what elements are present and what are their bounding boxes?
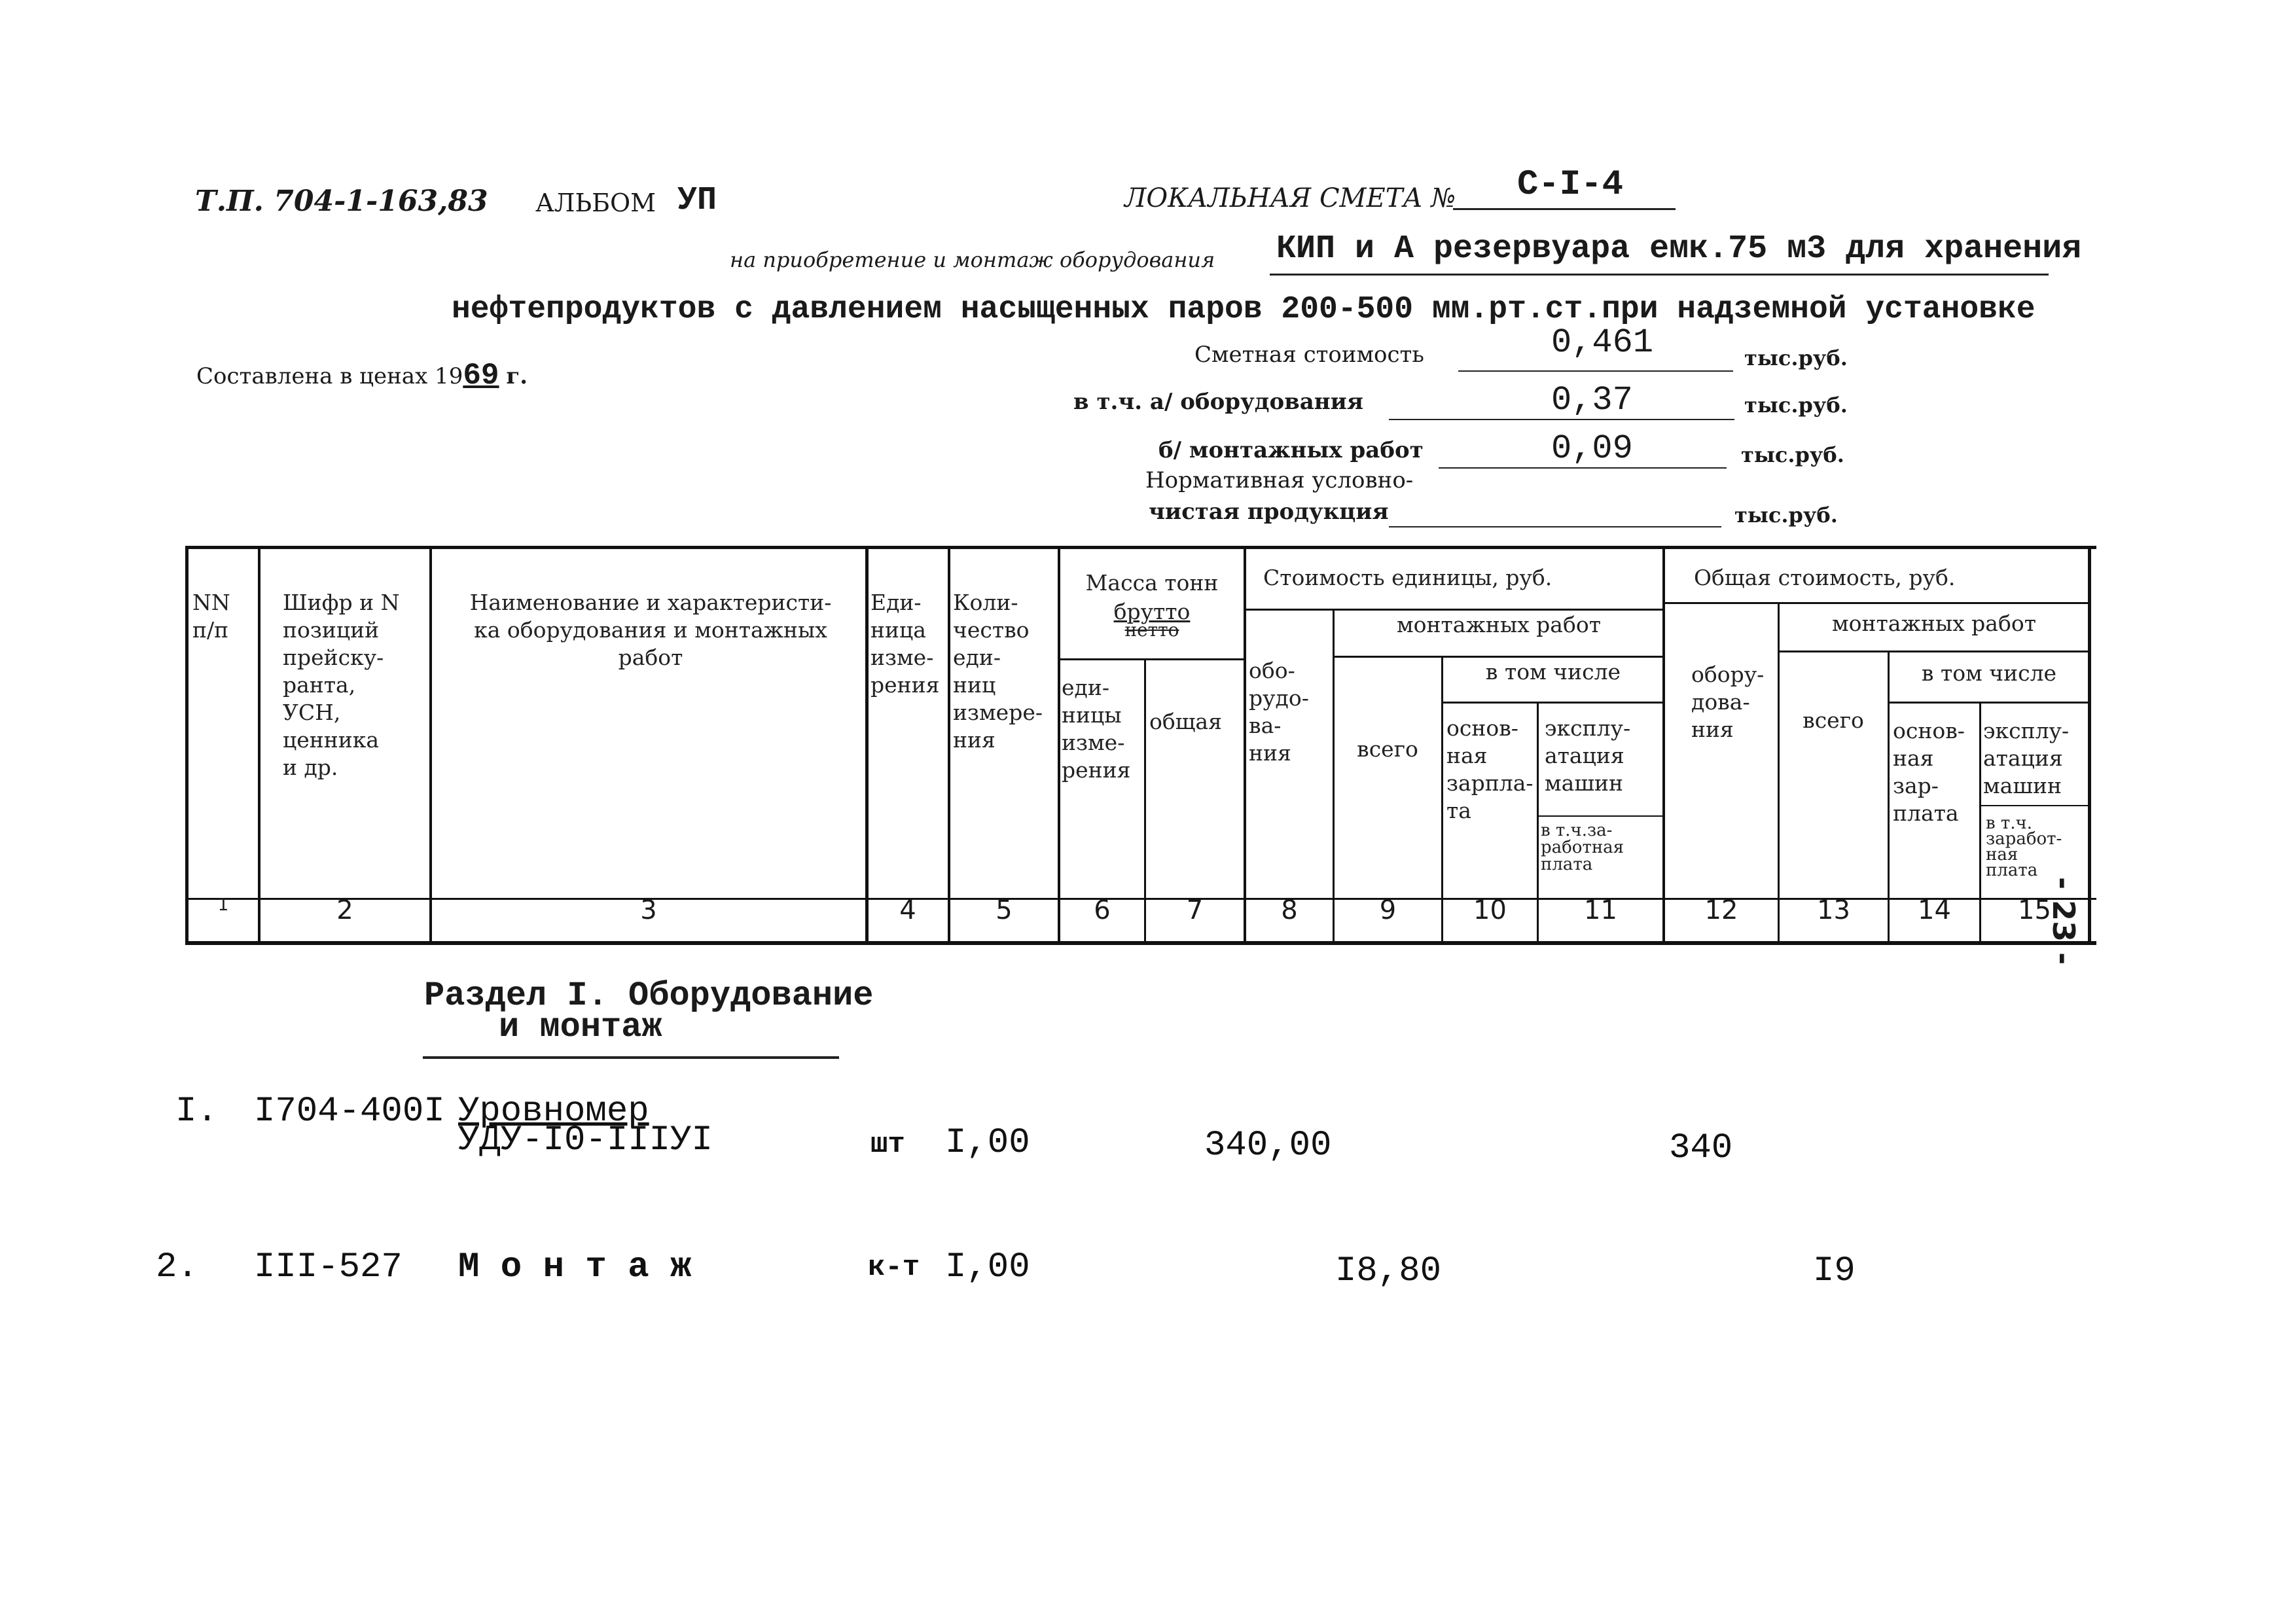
table-line: [429, 546, 432, 945]
col-number: 13: [1817, 895, 1850, 925]
table-line: [187, 941, 2096, 945]
col-header-total-machines-salary: в т.ч. заработ- ная плата: [1986, 813, 2062, 880]
col-number: 4: [899, 895, 916, 925]
col-header-total-equipment: обору- дова- ния: [1691, 662, 1765, 742]
table-line: [1662, 602, 2089, 604]
table-line: [187, 546, 2096, 549]
col-number: 7: [1186, 895, 1204, 925]
col-header-mass-total: общая: [1149, 709, 1222, 734]
col-number: 5: [996, 895, 1013, 925]
table-line: [1058, 658, 1245, 660]
col-header-code: Шифр и N позиций прейску- ранта, УСН, ценника и др.: [283, 590, 400, 780]
section-title-underline: [423, 1056, 839, 1059]
row-quantity: I,00: [945, 1123, 1030, 1163]
estimated-cost-underline: [1458, 370, 1733, 372]
row-quantity: I,00: [945, 1247, 1030, 1287]
col-header-unit-machines-salary: в т.ч.за- работная плата: [1541, 821, 1624, 874]
col-header-unit: Еди- ница изме- рения: [870, 590, 940, 698]
table-line: [1662, 546, 1665, 945]
table-line: [1244, 546, 1246, 945]
row-number: 2.: [156, 1247, 198, 1287]
installation-cost-unit: тыс.руб.: [1741, 442, 1844, 467]
row-number: I.: [175, 1092, 218, 1132]
row-name-line-1: Уровномер: [458, 1092, 649, 1132]
col-number: 12: [1704, 895, 1738, 925]
table-line: [1778, 603, 1780, 945]
normative-label-2: чистая продукция: [1149, 499, 1389, 525]
album-code: Т.П. 704-1-163,83: [195, 185, 488, 218]
col-group-mass: Масса тонн: [1085, 570, 1219, 596]
table-line: [1778, 651, 2089, 652]
purpose-line-1-underline: [1270, 274, 2049, 276]
col-number: 11: [1584, 895, 1617, 925]
col-header-name: Наименование и характеристи- ка оборудования и монтажных работ: [469, 590, 832, 670]
row-code: I704-400I: [254, 1092, 445, 1132]
col-group-total-incl: в том числе: [1921, 660, 2057, 686]
estimated-cost-label: Сметная стоимость: [1194, 342, 1424, 368]
col-number: 3: [640, 895, 657, 925]
estimate-number: С-I-4: [1517, 165, 1624, 205]
equipment-cost-label: в т.ч. а/ оборудования: [1073, 389, 1363, 415]
purpose-line-1: КИП и А резервуара емк.75 м3 для хранения: [1276, 230, 2082, 268]
section-title-line-2: и монтаж: [499, 1008, 662, 1046]
table-line: [1333, 656, 1664, 658]
col-group-total-cost: Общая стоимость, руб.: [1694, 565, 1956, 590]
estimated-cost-unit: тыс.руб.: [1744, 346, 1848, 370]
equipment-cost-underline: [1389, 419, 1734, 420]
estimate-number-underline: [1453, 208, 1676, 210]
col-number: 10: [1473, 895, 1507, 925]
table-line: [1979, 805, 2088, 806]
equipment-cost-value: 0,37: [1551, 381, 1633, 419]
row-total-install: I9: [1813, 1251, 1856, 1291]
col-group-unit-incl: в том числе: [1485, 659, 1621, 685]
normative-label-1: Нормативная условно-: [1145, 467, 1414, 493]
compiled-label: [196, 359, 528, 393]
table-line: [1441, 702, 1664, 704]
col-number: 9: [1379, 895, 1397, 925]
equipment-cost-unit: тыс.руб.: [1744, 393, 1848, 418]
col-group-total-install: монтажных работ: [1832, 611, 2036, 636]
col-group-unit-install: монтажных работ: [1397, 612, 1601, 637]
compiled-prefix: Составлена в ценах 19: [196, 363, 463, 389]
col-header-unit-equipment: обо- рудо- ва- ния: [1249, 658, 1309, 766]
table-line: [948, 546, 950, 945]
estimate-label: ЛОКАЛЬНАЯ СМЕТА №: [1124, 183, 1456, 213]
col-number: 14: [1918, 895, 1951, 925]
col-number: 1: [217, 895, 229, 915]
installation-cost-underline: [1439, 467, 1727, 469]
purpose-line-2: нефтепродуктов с давлением насыщенных паров 200-500 мм.рт.ст.при надземной установке: [452, 292, 2036, 327]
table-line: [1244, 609, 1664, 611]
normative-unit: тыс.руб.: [1734, 503, 1838, 527]
compiled-year: 69: [463, 359, 499, 393]
estimated-cost-value: 0,461: [1551, 323, 1654, 362]
col-header-total-machines: эксплу- атация машин: [1983, 718, 2070, 798]
col-header-unit-salary: основ- ная зарпла- та: [1446, 715, 1534, 823]
col-header-number: NN п/п: [192, 590, 230, 643]
installation-cost-label: б/ монтажных работ: [1158, 437, 1424, 463]
table-line: [1888, 702, 2089, 704]
row-unit: шт: [870, 1128, 905, 1161]
normative-underline: [1389, 526, 1721, 527]
col-header-mass-unit: еди- ницы изме- рения: [1062, 675, 1131, 783]
row-total-equipment: 340: [1669, 1128, 1733, 1168]
table-line: [1537, 815, 1662, 817]
col-group-unit-cost: Стоимость единицы, руб.: [1263, 565, 1552, 590]
row-code: III-527: [254, 1247, 403, 1287]
page-number: - 23 -: [2046, 877, 2081, 965]
col-header-quantity: Коли- чество еди- ниц измере- ния: [953, 590, 1043, 753]
purpose-label: на приобретение и монтаж оборудования: [730, 247, 1215, 272]
row-name-line-2: УДУ-I0-IIIУI: [458, 1120, 713, 1160]
col-number: 15: [2018, 895, 2051, 925]
album-label: АЛЬБОМ: [535, 188, 656, 217]
album-number: УП: [677, 182, 717, 219]
col-header-unit-install-total: всего: [1357, 736, 1418, 762]
col-header-total-install-total: всего: [1803, 707, 1864, 733]
row-unit-cost-install: I8,80: [1335, 1251, 1442, 1291]
compiled-suffix: г.: [506, 363, 528, 389]
col-group-mass-brutto: брутто: [1113, 599, 1191, 624]
installation-cost-value: 0,09: [1551, 429, 1633, 468]
section-title-line-1: Раздел I. Оборудование: [424, 976, 874, 1015]
col-number: 6: [1094, 895, 1111, 925]
col-number: 2: [336, 895, 353, 925]
table-line: [258, 546, 260, 945]
table-line: [865, 546, 869, 945]
col-group-mass-netto: нетто: [1124, 619, 1179, 641]
table-line: [185, 546, 188, 945]
row-unit: к-т: [868, 1251, 920, 1284]
col-number: 8: [1281, 895, 1298, 925]
col-header-total-salary: основ- ная зар- плата: [1893, 718, 1965, 826]
col-header-unit-machines: эксплу- атация машин: [1545, 715, 1631, 796]
row-unit-cost-equipment: 340,00: [1204, 1126, 1332, 1166]
row-name-line-1: М о н т а ж: [458, 1247, 692, 1287]
table-line: [2088, 546, 2091, 945]
